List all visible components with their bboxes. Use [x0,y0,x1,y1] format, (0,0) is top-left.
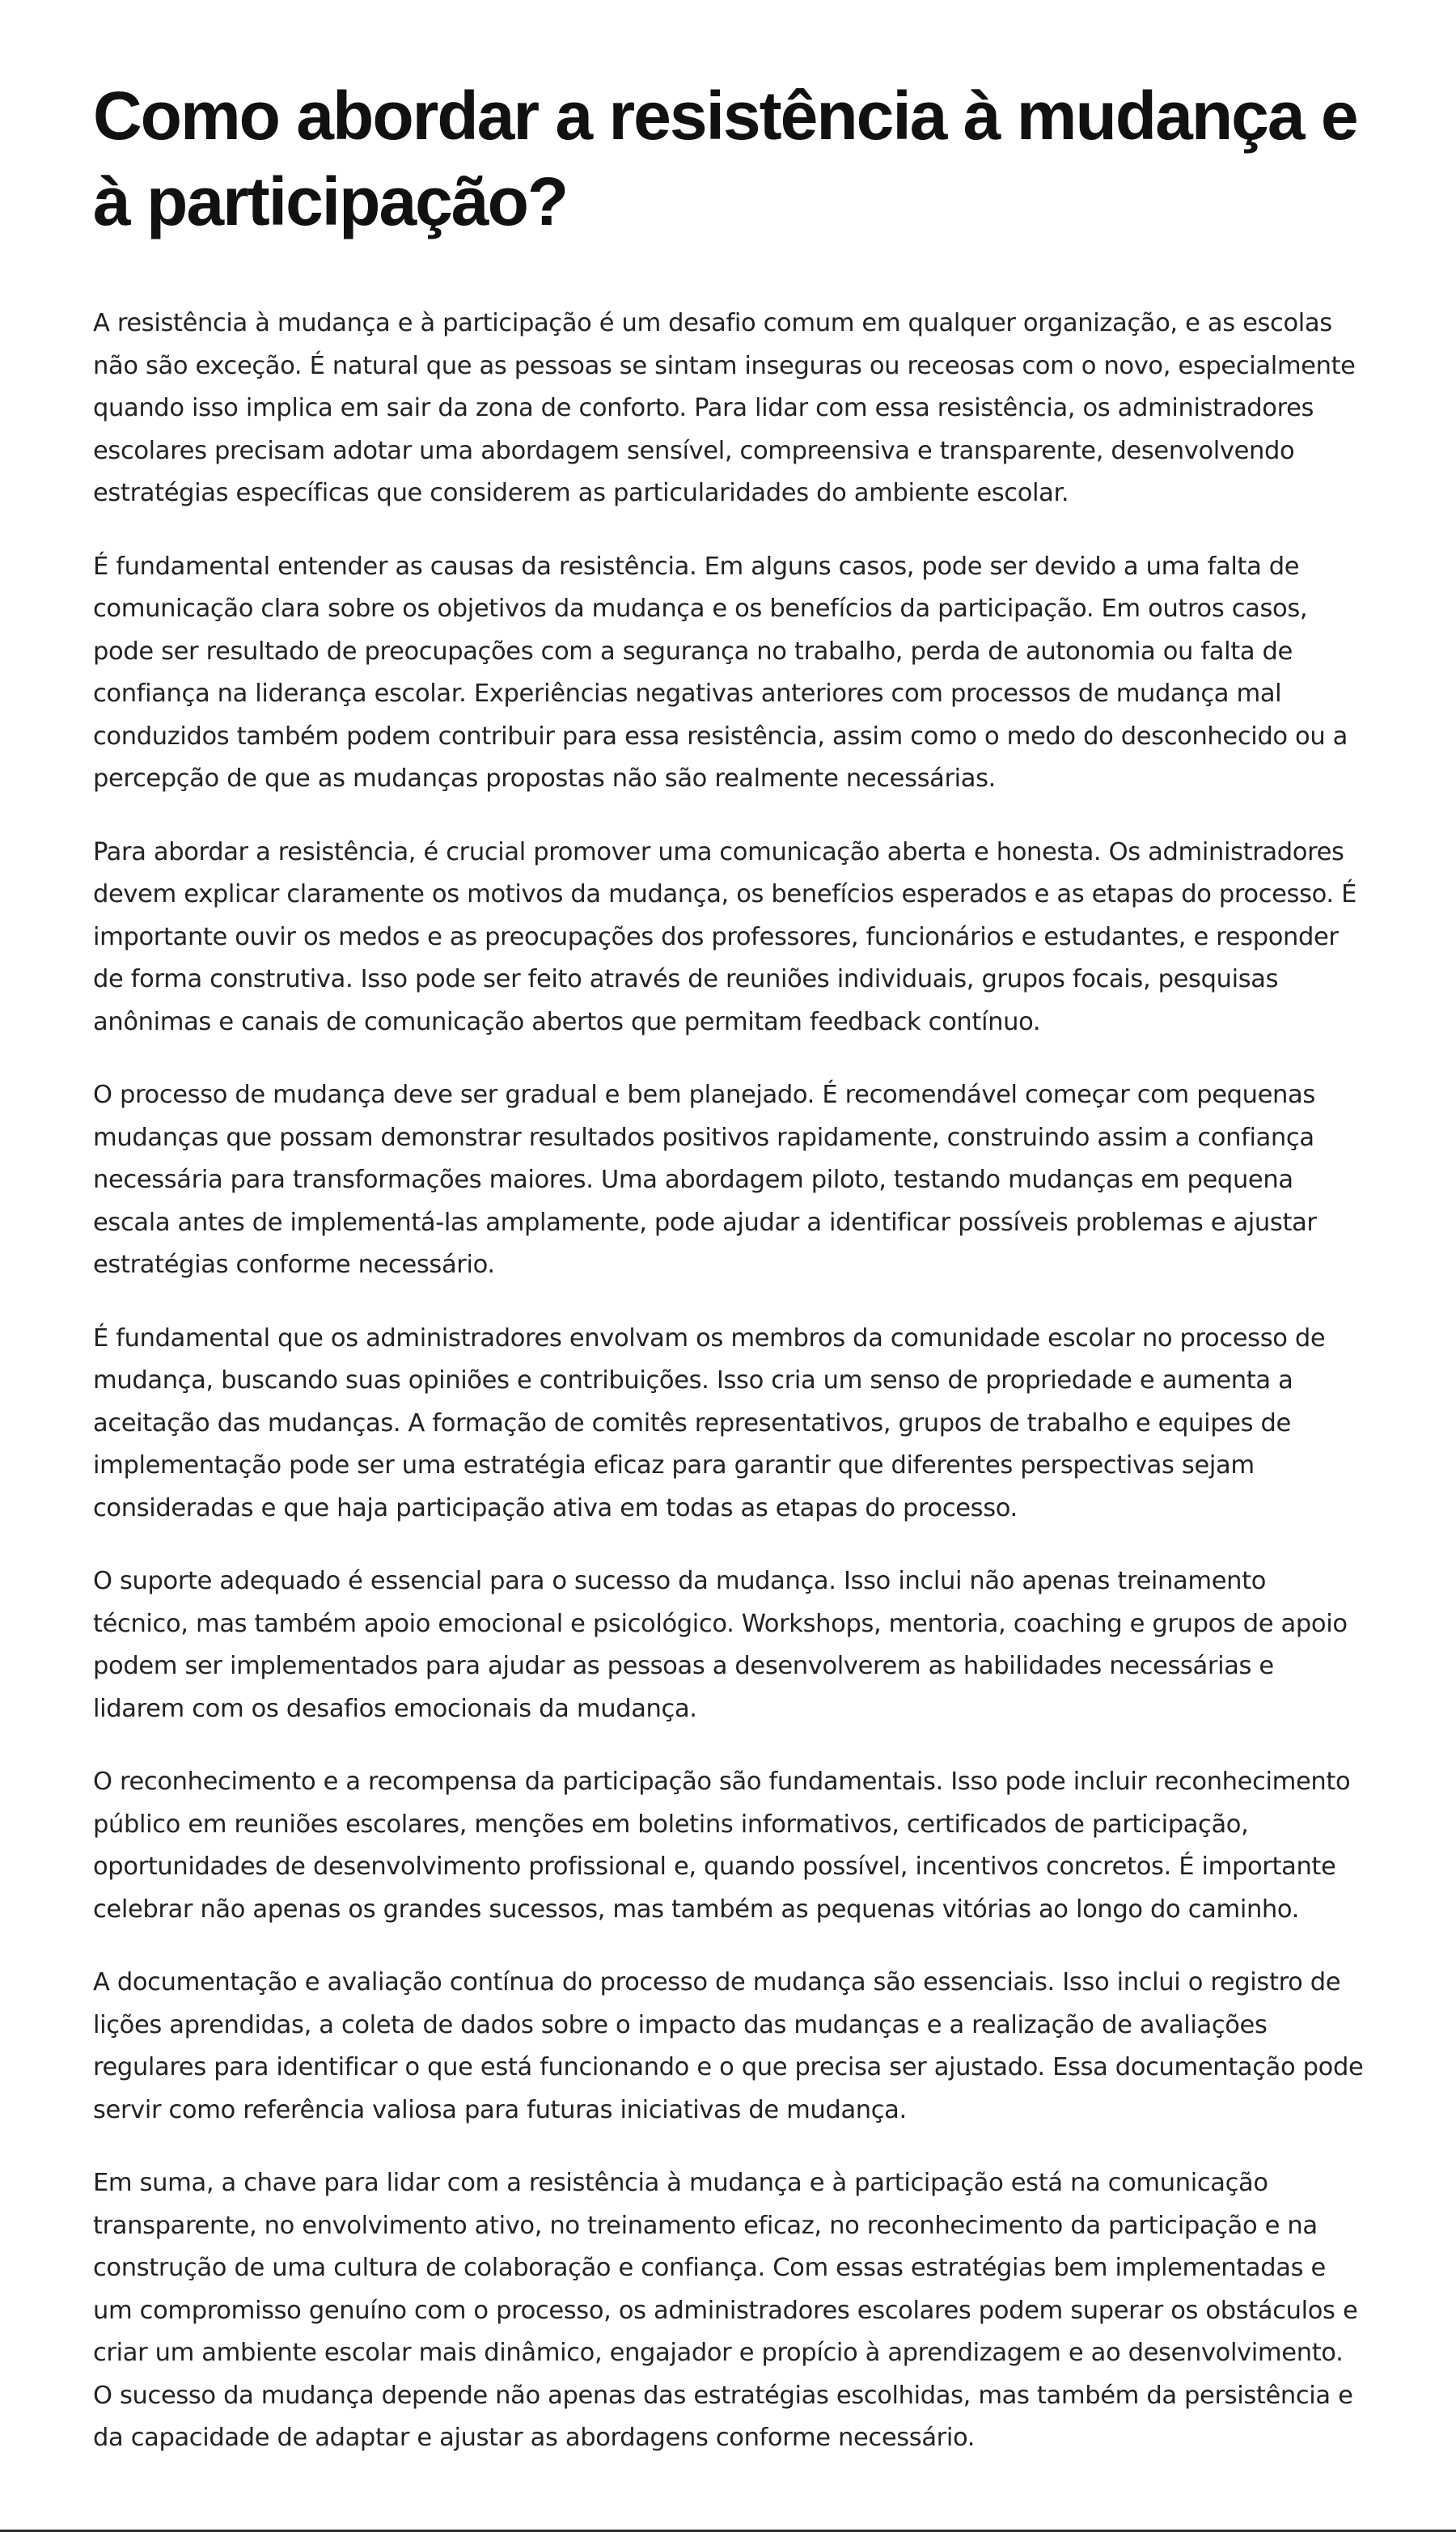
article [93,73,1367,2491]
paragraph-3: Para abordar a resistência, é crucial promover uma comunicação aberta e honesta. Os administradores devem explicar claramente os motivos da mudança, os benefícios esperados e as etapas do processo. É importante ouvir os medos e as preocupações dos professores, funcionários e estudantes, e responder de forma construtiva. Isso pode ser feito através de reuniões individuais, grupos focais, pesquisas anônimas e canais de comunicação abertos que permitam feedback contínuo. [93,837,1357,1036]
paragraph-7: O reconhecimento e a recompensa da participação são fundamentais. Isso pode incluir reconhecimento público em reuniões escolares, menções em boletins informativos, certificados de participação, oportunidades de desenvolvimento profissional e, quando possível, incentivos concretos. É importante celebrar não apenas os grandes sucessos, mas também as pequenas vitórias ao longo do caminho. [93,1768,1351,1924]
paragraph-2: É fundamental entender as causas da resistência. Em alguns casos, pode ser devido a uma falta de comunicação clara sobre os objetivos da mudança e os benefícios da participação. Em outros casos, pode ser resultado de preocupações com a segurança no trabalho, perda de autonomia ou falta de confiança na liderança escolar. Experiências negativas anteriores com processos de mudança mal conduzidos também podem contribuir para essa resistência, assim como o medo do desconhecido ou a percepção de que as mudanças propostas não são realmente necessárias. [93,552,1348,793]
paragraph-8: A documentação e avaliação contínua do processo de mudança são essenciais. Isso inclui o registro de lições aprendidas, a coleta de dados sobre o impacto das mudanças e a realização de avaliações regulares para identificar o que está funcionando e o que precisa ser ajustado. Essa documentação pode servir como referência valiosa para futuras iniciativas de mudança. [93,1968,1364,2124]
paragraph-4: O processo de mudança deve ser gradual e bem planejado. É recomendável começar com pequenas mudanças que possam demonstrar resultados positivos rapidamente, construindo assim a confiança necessária para transformações maiores. Uma abordagem piloto, testando mudanças em pequena escala antes de implementá-las amplamente, pode ajudar a identificar possíveis problemas e ajustar estratégias conforme necessário. [93,1081,1317,1279]
paragraph-1: A resistência à mudança e à participação é um desafio comum em qualquer organização, e as escolas não são exceção. É natural que as pessoas se sintam inseguras ou receosas com o novo, especialmente quando isso implica em sair da zona de conforto. Para lidar com essa resistência, os administradores escolares precisam adotar uma abordagem sensível, compreensiva e transparente, desenvolvendo estratégias específicas que considerem as particularidades do ambiente escolar. [93,309,1356,507]
paragraph-6: O suporte adequado é essencial para o sucesso da mudança. Isso inclui não apenas treinamento técnico, mas também apoio emocional e psicológico. Workshops, mentoria, coaching e grupos de apoio podem ser implementados para ajudar as pessoas a desenvolverem as habilidades necessárias e lidarem com os desafios emocionais da mudança. [93,1567,1348,1723]
paragraph-5: É fundamental que os administradores envolvam os membros da comunidade escolar no processo de mudança, buscando suas opiniões e contribuições. Isso cria um senso de propriedade e aumenta a aceitação das mudanças. A formação de comitês representativos, grupos de trabalho e equipes de implementação pode ser uma estratégia eficaz para garantir que diferentes perspectivas sejam consideradas e que haja participação ativa em todas as etapas do processo. [93,1323,1326,1522]
paragraph-9: Em suma, a chave para lidar com a resistência à mudança e à participação está na comunicação transparente, no envolvimento ativo, no treinamento eficaz, no reconhecimento da participação e na construção de uma cultura de colaboração e confiança. Com essas estratégias bem implementadas e um compromisso genuíno com o processo, os administradores escolares podem superar os obstáculos e criar um ambiente escolar mais dinâmico, engajador e propício à aprendizagem e ao desenvolvimento. O sucesso da mudança depende não apenas das estratégias escolhidas, mas também da persistência e da capacidade de adaptar e ajustar as abordagens conforme necessário. [93,2169,1358,2452]
page-title: Como abordar a resistência à mudança e à participação? [93,78,1357,239]
